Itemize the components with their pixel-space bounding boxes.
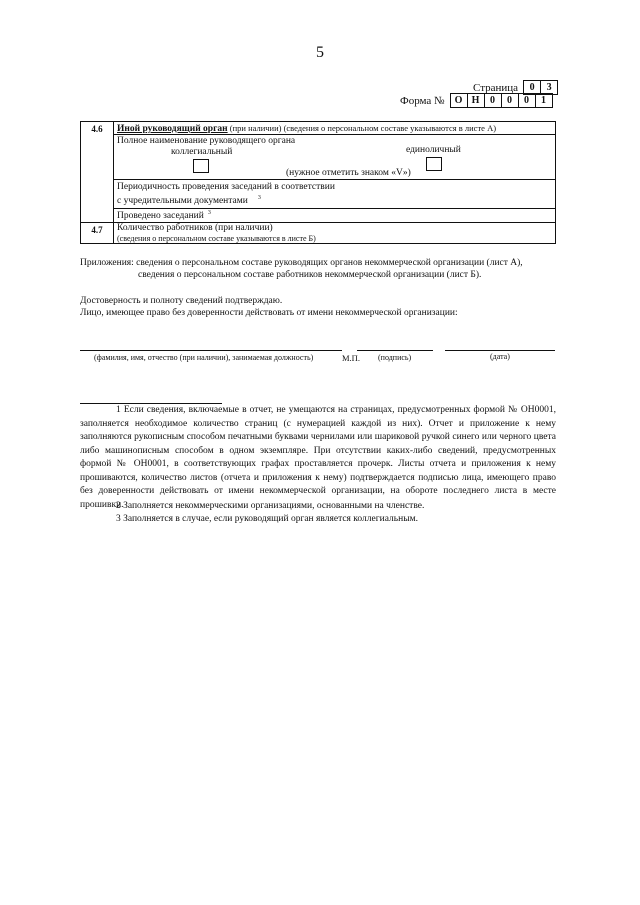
row-divider [113, 179, 555, 180]
name-caption: (фамилия, имя, отчество (при наличии), занимаемая должность) [94, 353, 314, 362]
row-divider [113, 134, 555, 135]
stamp-caption: М.П. [342, 353, 360, 363]
section-title-bold: Иной руководящий орган [117, 124, 228, 134]
section-4-6 [81, 122, 555, 223]
confirmation-line2: Лицо, имеющее право без доверенности действовать от имени некоммерческой организации: [80, 308, 458, 318]
section-number: 4.6 [91, 124, 103, 134]
date-line [445, 350, 555, 351]
employees-label: Количество работников (при наличии) [117, 223, 273, 233]
collegial-checkbox[interactable] [193, 159, 209, 173]
employees-note: (сведения о персональном составе указываются в листе Б) [117, 234, 316, 243]
footnote-ref: 3 [257, 195, 261, 201]
sole-checkbox[interactable] [426, 157, 442, 171]
form-char: 0 [518, 93, 536, 108]
mark-hint: (нужное отметить знаком «V») [286, 168, 411, 178]
form-number-chars [451, 93, 553, 108]
form-char: 0 [484, 93, 502, 108]
appendix-line1: сведения о персональном составе руководящих органов некоммерческой организации (лист А), [136, 258, 523, 268]
date-caption: (дата) [490, 352, 510, 361]
footnote-ref: 3 [207, 210, 211, 216]
section-title [117, 123, 496, 134]
section-number-cell [81, 223, 114, 244]
signature-line [357, 350, 433, 351]
appendices-label: Приложения: [80, 258, 134, 268]
form-char: О [450, 93, 468, 108]
page-box-label: Страница [473, 81, 519, 94]
footnote-1: 1 Если сведения, включаемые в отчет, не умещаются на страницах, предусмотренных формой № ОН0001, заполняется необходимое количество страниц (с нумерацией каждой из них). Отчет и приложение к нему заполняются рукописным способом печатными буквами чернилами или шариковой ручкой синего или черного цвета либо машинописным способом в одном экземпляре. При отсутствии каких-либо сведений, предусмотренных формой № ОН0001, в соответствующих графах проставляется прочерк. Листы отчета и приложения к нему прошиваются, количество листов (отчета и приложения к нему) подтверждается подписью лица, имеющего право без доверенности действовать от имени некоммерческой организации, на обороте последнего листа в месте прошивки. [80, 405, 556, 510]
option-sole-label: единоличный [406, 145, 461, 155]
full-name-label: Полное наименование руководящего органа [117, 136, 296, 146]
name-line [80, 350, 342, 351]
periodicity-line1: Периодичность проведения заседаний в соответствии [117, 182, 335, 192]
form-char: 0 [501, 93, 519, 108]
page-digit: 0 [523, 80, 541, 95]
form-char: 1 [535, 93, 553, 108]
section-number-cell [81, 122, 114, 223]
footnote-3: 3 Заполняется в случае, если руководящий орган является коллегиальным. [116, 514, 418, 524]
section-title-note: (при наличии) (сведения о персональном составе указываются в листе А) [227, 123, 497, 133]
option-collegial-label: коллегиальный [171, 147, 233, 157]
form-number-box [400, 93, 553, 108]
signature-caption: (подпись) [378, 353, 412, 362]
appendices [80, 258, 523, 268]
periodicity-line2-text: с учредительными документами [117, 196, 248, 207]
page-digit: 3 [540, 80, 558, 95]
form-char: Н [467, 93, 485, 108]
meetings-held [117, 210, 211, 221]
row-divider [113, 208, 555, 209]
page-number: 5 [316, 44, 324, 61]
form-table [80, 121, 556, 244]
appendix-line2: сведения о персональном составе работников некоммерческой организации (лист Б). [138, 270, 482, 280]
footnote-2: 2 Заполняется некоммерческими организациями, основанными на членстве. [116, 501, 425, 511]
section-4-7 [81, 222, 555, 244]
confirmation-line1: Достоверность и полноту сведений подтверждаю. [80, 296, 283, 306]
section-number: 4.7 [91, 225, 103, 235]
meetings-held-text: Проведено заседаний [117, 211, 204, 222]
periodicity-line2 [117, 195, 261, 206]
form-number-label: Форма № [400, 94, 445, 107]
